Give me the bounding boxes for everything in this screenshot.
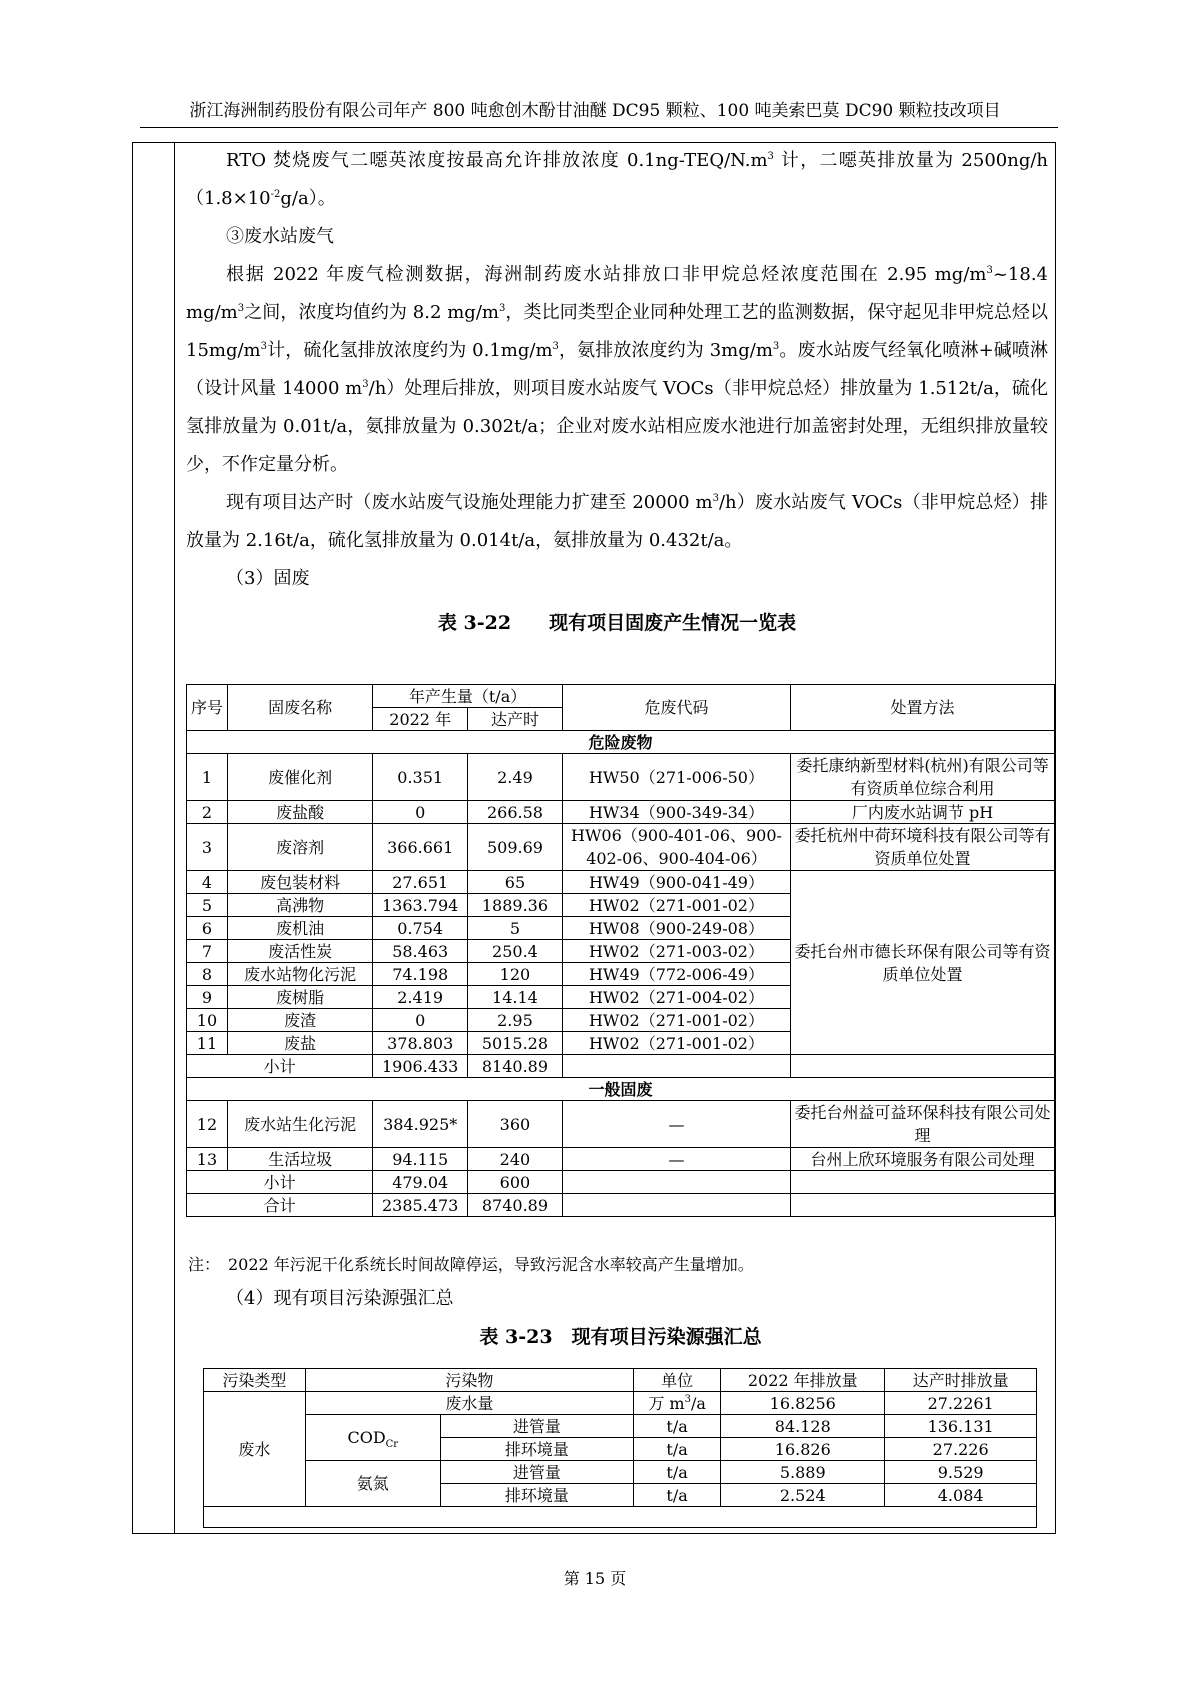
- table-row: 废水 废水量 万 $m^3/a$ 16.8256 27.2261: [204, 1392, 1037, 1415]
- document-header: 浙江海洲制药股份有限公司年产 800 吨愈创木酚甘油醚 DC95 颗粒、100 吨美索巴莫 DC90 颗粒技改项目: [189, 101, 1001, 121]
- table-row: 9 废树脂 2.419 14.14 HW02（271-004-02）: [187, 986, 1055, 1009]
- th-amount: 年产生量（t/a）: [373, 685, 563, 708]
- table-row: 6 废机油 0.754 5 HW08（900-249-08）: [187, 917, 1055, 940]
- table-row: 3 废溶剂 366.661 509.69 HW06（900-401-06、900-402-06、900-404-06） 委托杭州中荷环境科技有限公司等有资质单位处置: [187, 824, 1055, 871]
- body-text: [186, 142, 1048, 642]
- heading-solid-waste: （3）固废: [226, 568, 310, 589]
- paragraph-dioxin: RTO 焚烧废气二噁英浓度按最高允许排放浓度 $0.1ng-TEQ/N.m^3$ 计，二噁英排放量为 $2500ng/h(1.8\times 10^{-2}g/a)$。: [186, 150, 1049, 209]
- merged-method-cell: 委托台州市德长环保有限公司等有资质单位处置: [791, 871, 1055, 1055]
- table-row: 1 废催化剂 0.351 2.49 HW50（271-006-50） 委托康纳新型材料(杭州)有限公司等有资质单位综合利用: [187, 754, 1055, 801]
- header-rule: [140, 127, 1058, 128]
- heading-wastewater-gas: ③废水站废气: [226, 226, 334, 247]
- table1-note: 注： 2022 年污泥干化系统长时间故障停运，导致污泥含水率较高产生量增加。: [188, 1255, 754, 1274]
- section-general: 一般固废: [187, 1078, 1055, 1101]
- th-2022: 2022 年: [373, 708, 468, 731]
- table-row: 11 废盐 378.803 5015.28 HW02（271-001-02）: [187, 1032, 1055, 1055]
- table-row: 排环境量 t/a 2.524 4.084: [204, 1484, 1037, 1507]
- th-full: 达产时: [468, 708, 563, 731]
- table-row: 10 废渣 0 2.95 HW02（271-001-02）: [187, 1009, 1055, 1032]
- table-row: 氨氮 进管量 t/a 5.889 9.529: [204, 1461, 1037, 1484]
- frame-left-column-rule: [174, 142, 175, 1534]
- paragraph-wastewater-gas: 根据 2022 年废气检测数据，海洲制药废水站排放口非甲烷总烃浓度范围在 2.95 $mg/m^3\sim 18.4$ $mg/m^3$之间，浓度均值约为 8.2 $mg/m^3$，类比同类型企业同种处理工艺的监测数据，保守起见非甲烷总烃以 $15mg/m^3$计，硫化氢排放浓度约为 $0.1mg/m^3$，氨排放浓度约为 $3mg/m^3$。废水站废气经氧化喷淋+碱喷淋（设计风量 14000 $m^3/h$）处理后排放，则项目废水站废气 VOCs（非甲烷总烃）排放量为 1.512t/a，硫化氢排放量为 0.01t/a，氨排放量为 0.302t/a；企业对废水站相应废水池进行加盖密封处理，无组织排放量较少，不作定量分析。: [186, 264, 1049, 475]
- section-hazardous: 危险废物: [187, 731, 1055, 754]
- total-row: 合计 2385.473 8740.89: [187, 1194, 1055, 1217]
- th-pollutant: 污染物: [305, 1369, 633, 1392]
- th-2022: 2022 年排放量: [721, 1369, 885, 1392]
- table-row: 4 废包装材料 27.651 65 HW49（900-041-49） 委托台州市德长环保有限公司等有资质单位处置: [187, 871, 1055, 894]
- table-row: $COD_{Cr}$ 进管量 t/a 84.128 136.131: [204, 1415, 1037, 1438]
- th-full: 达产时排放量: [885, 1369, 1037, 1392]
- table-row-empty: [204, 1507, 1037, 1528]
- table-row: 13 生活垃圾 94.115 240 — 台州上欣环境服务有限公司处理: [187, 1148, 1055, 1171]
- table-row: 排环境量 t/a 16.826 27.226: [204, 1438, 1037, 1461]
- page-number: 第 15 页: [563, 1569, 627, 1588]
- th-no: 序号: [187, 685, 228, 731]
- type-wastewater: 废水: [204, 1392, 306, 1507]
- heading-summary: （4）现有项目污染源强汇总: [226, 1288, 454, 1309]
- table-row: 5 高沸物 1363.794 1889.36 HW02（271-001-02）: [187, 894, 1055, 917]
- table-row: 2 废盐酸 0 266.58 HW34（900-349-34） 厂内废水站调节 pH: [187, 801, 1055, 824]
- cod-label: $COD_{Cr}$: [305, 1415, 440, 1461]
- table2-caption: 表 3-23 现有项目污染源强汇总: [479, 1326, 762, 1348]
- paragraph-full-capacity: 现有项目达产时（废水站废气设施处理能力扩建至 20000 $m^3/h$）废水站废气 VOCs（非甲烷总烃）排放量为 2.16t/a，硫化氢排放量为 0.014t/a，氨排放量为 0.432t/a。: [186, 492, 1049, 551]
- solid-waste-table: [186, 684, 1055, 1217]
- table-row: 12 废水站生化污泥 384.925* 360 — 委托台州益可益环保科技有限公司处理: [187, 1101, 1055, 1148]
- subtotal-hazardous-row: 小计 1906.433 8140.89: [187, 1055, 1055, 1078]
- nh3-label: 氨氮: [305, 1461, 440, 1507]
- table-row: 8 废水站物化污泥 74.198 120 HW49（772-006-49）: [187, 963, 1055, 986]
- table-row: 7 废活性炭 58.463 250.4 HW02（271-003-02）: [187, 940, 1055, 963]
- th-name: 固废名称: [227, 685, 372, 731]
- th-type: 污染类型: [204, 1369, 306, 1392]
- subtotal-general-row: 小计 479.04 600: [187, 1171, 1055, 1194]
- pollution-summary-table: [203, 1368, 1037, 1528]
- th-method: 处置方法: [791, 685, 1055, 731]
- th-code: 危废代码: [562, 685, 790, 731]
- table1-caption: 表 3-22 现有项目固废产生情况一览表: [437, 612, 797, 634]
- th-unit: 单位: [633, 1369, 720, 1392]
